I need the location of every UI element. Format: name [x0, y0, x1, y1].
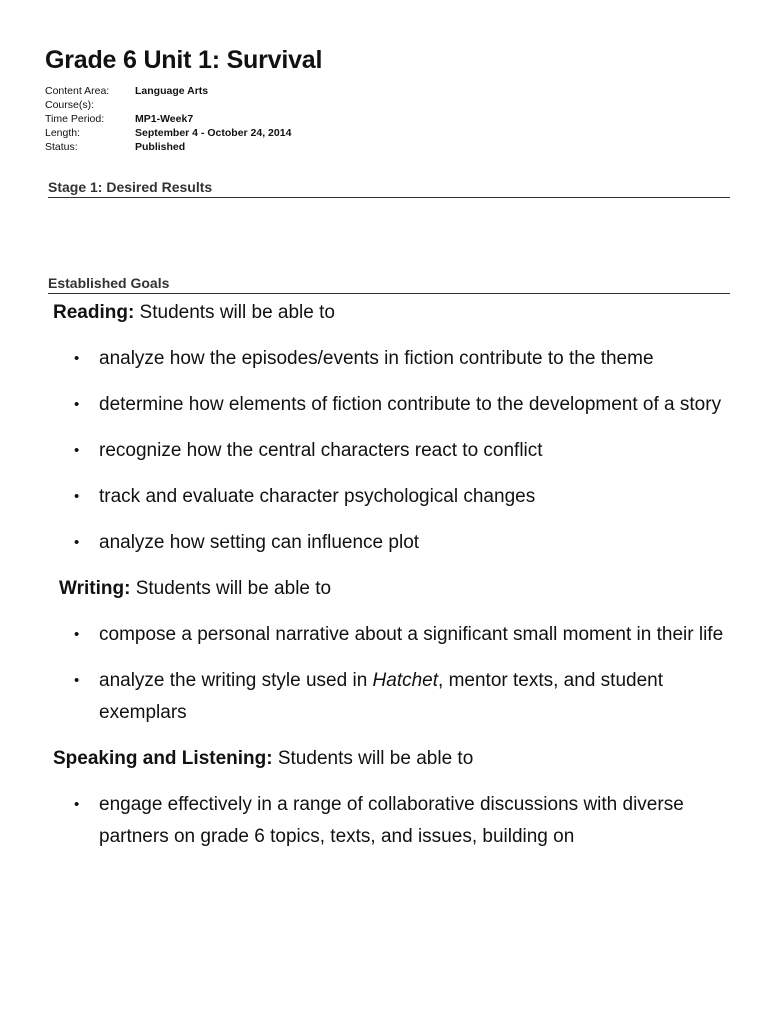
list-item-text: engage effectively in a range of collaborative discussions with diverse partners on grade 6 topics, texts, and issues, building on	[99, 794, 684, 847]
meta-value: MP1-Week7	[135, 113, 194, 125]
reading-heading	[53, 297, 733, 329]
meta-value: September 4 - October 24, 2014	[135, 127, 292, 139]
meta-value: Published	[135, 141, 186, 153]
list-item-text: compose a personal narrative about a significant small moment in their life	[99, 624, 724, 645]
meta-label: Status:	[45, 141, 78, 153]
goals-content	[53, 297, 733, 867]
group-intro: Students will be able to	[272, 748, 474, 769]
unit-title: Grade 6 Unit 1: Survival	[45, 46, 323, 74]
meta-row-courses	[45, 98, 291, 112]
list-item	[53, 527, 733, 559]
book-title: Hatchet	[372, 670, 439, 691]
list-item-text: analyze how setting can influence plot	[99, 532, 420, 553]
list-item	[53, 389, 733, 421]
group-label: Speaking and Listening:	[53, 748, 273, 769]
list-item-text: analyze how the episodes/events in fiction contribute to the theme	[99, 348, 654, 369]
list-item	[53, 789, 733, 853]
speaking-listening-heading	[53, 743, 733, 775]
list-item	[53, 619, 733, 651]
unit-metadata	[45, 84, 291, 154]
group-label: Writing:	[59, 578, 131, 599]
writing-list	[53, 619, 733, 729]
list-item	[53, 665, 733, 729]
meta-value: Language Arts	[135, 85, 209, 97]
group-intro: Students will be able to	[130, 578, 332, 599]
meta-label: Length:	[45, 127, 81, 139]
stage-heading: Stage 1: Desired Results	[48, 179, 730, 198]
group-intro: Students will be able to	[134, 302, 335, 323]
writing-heading	[53, 573, 733, 605]
speaking-listening-list	[53, 789, 733, 853]
meta-row-content-area	[45, 84, 291, 98]
list-item-text: track and evaluate character psychological changes	[99, 486, 536, 507]
meta-label: Content Area:	[45, 85, 110, 97]
reading-list	[53, 343, 733, 559]
meta-label: Course(s):	[45, 99, 95, 111]
meta-row-length	[45, 126, 291, 140]
meta-row-time-period	[45, 112, 291, 126]
list-item-text: determine how elements of fiction contribute to the development of a story	[99, 394, 722, 415]
list-item	[53, 343, 733, 375]
group-label: Reading:	[53, 302, 135, 323]
goals-heading: Established Goals	[48, 275, 730, 294]
list-item-text: , mentor texts, and student exemplars	[99, 670, 663, 723]
list-item-text: analyze the writing style used in	[99, 670, 373, 691]
list-item-text: recognize how the central characters react to conflict	[99, 440, 543, 461]
list-item	[53, 481, 733, 513]
meta-label: Time Period:	[45, 113, 105, 125]
list-item	[53, 435, 733, 467]
meta-row-status	[45, 140, 291, 154]
